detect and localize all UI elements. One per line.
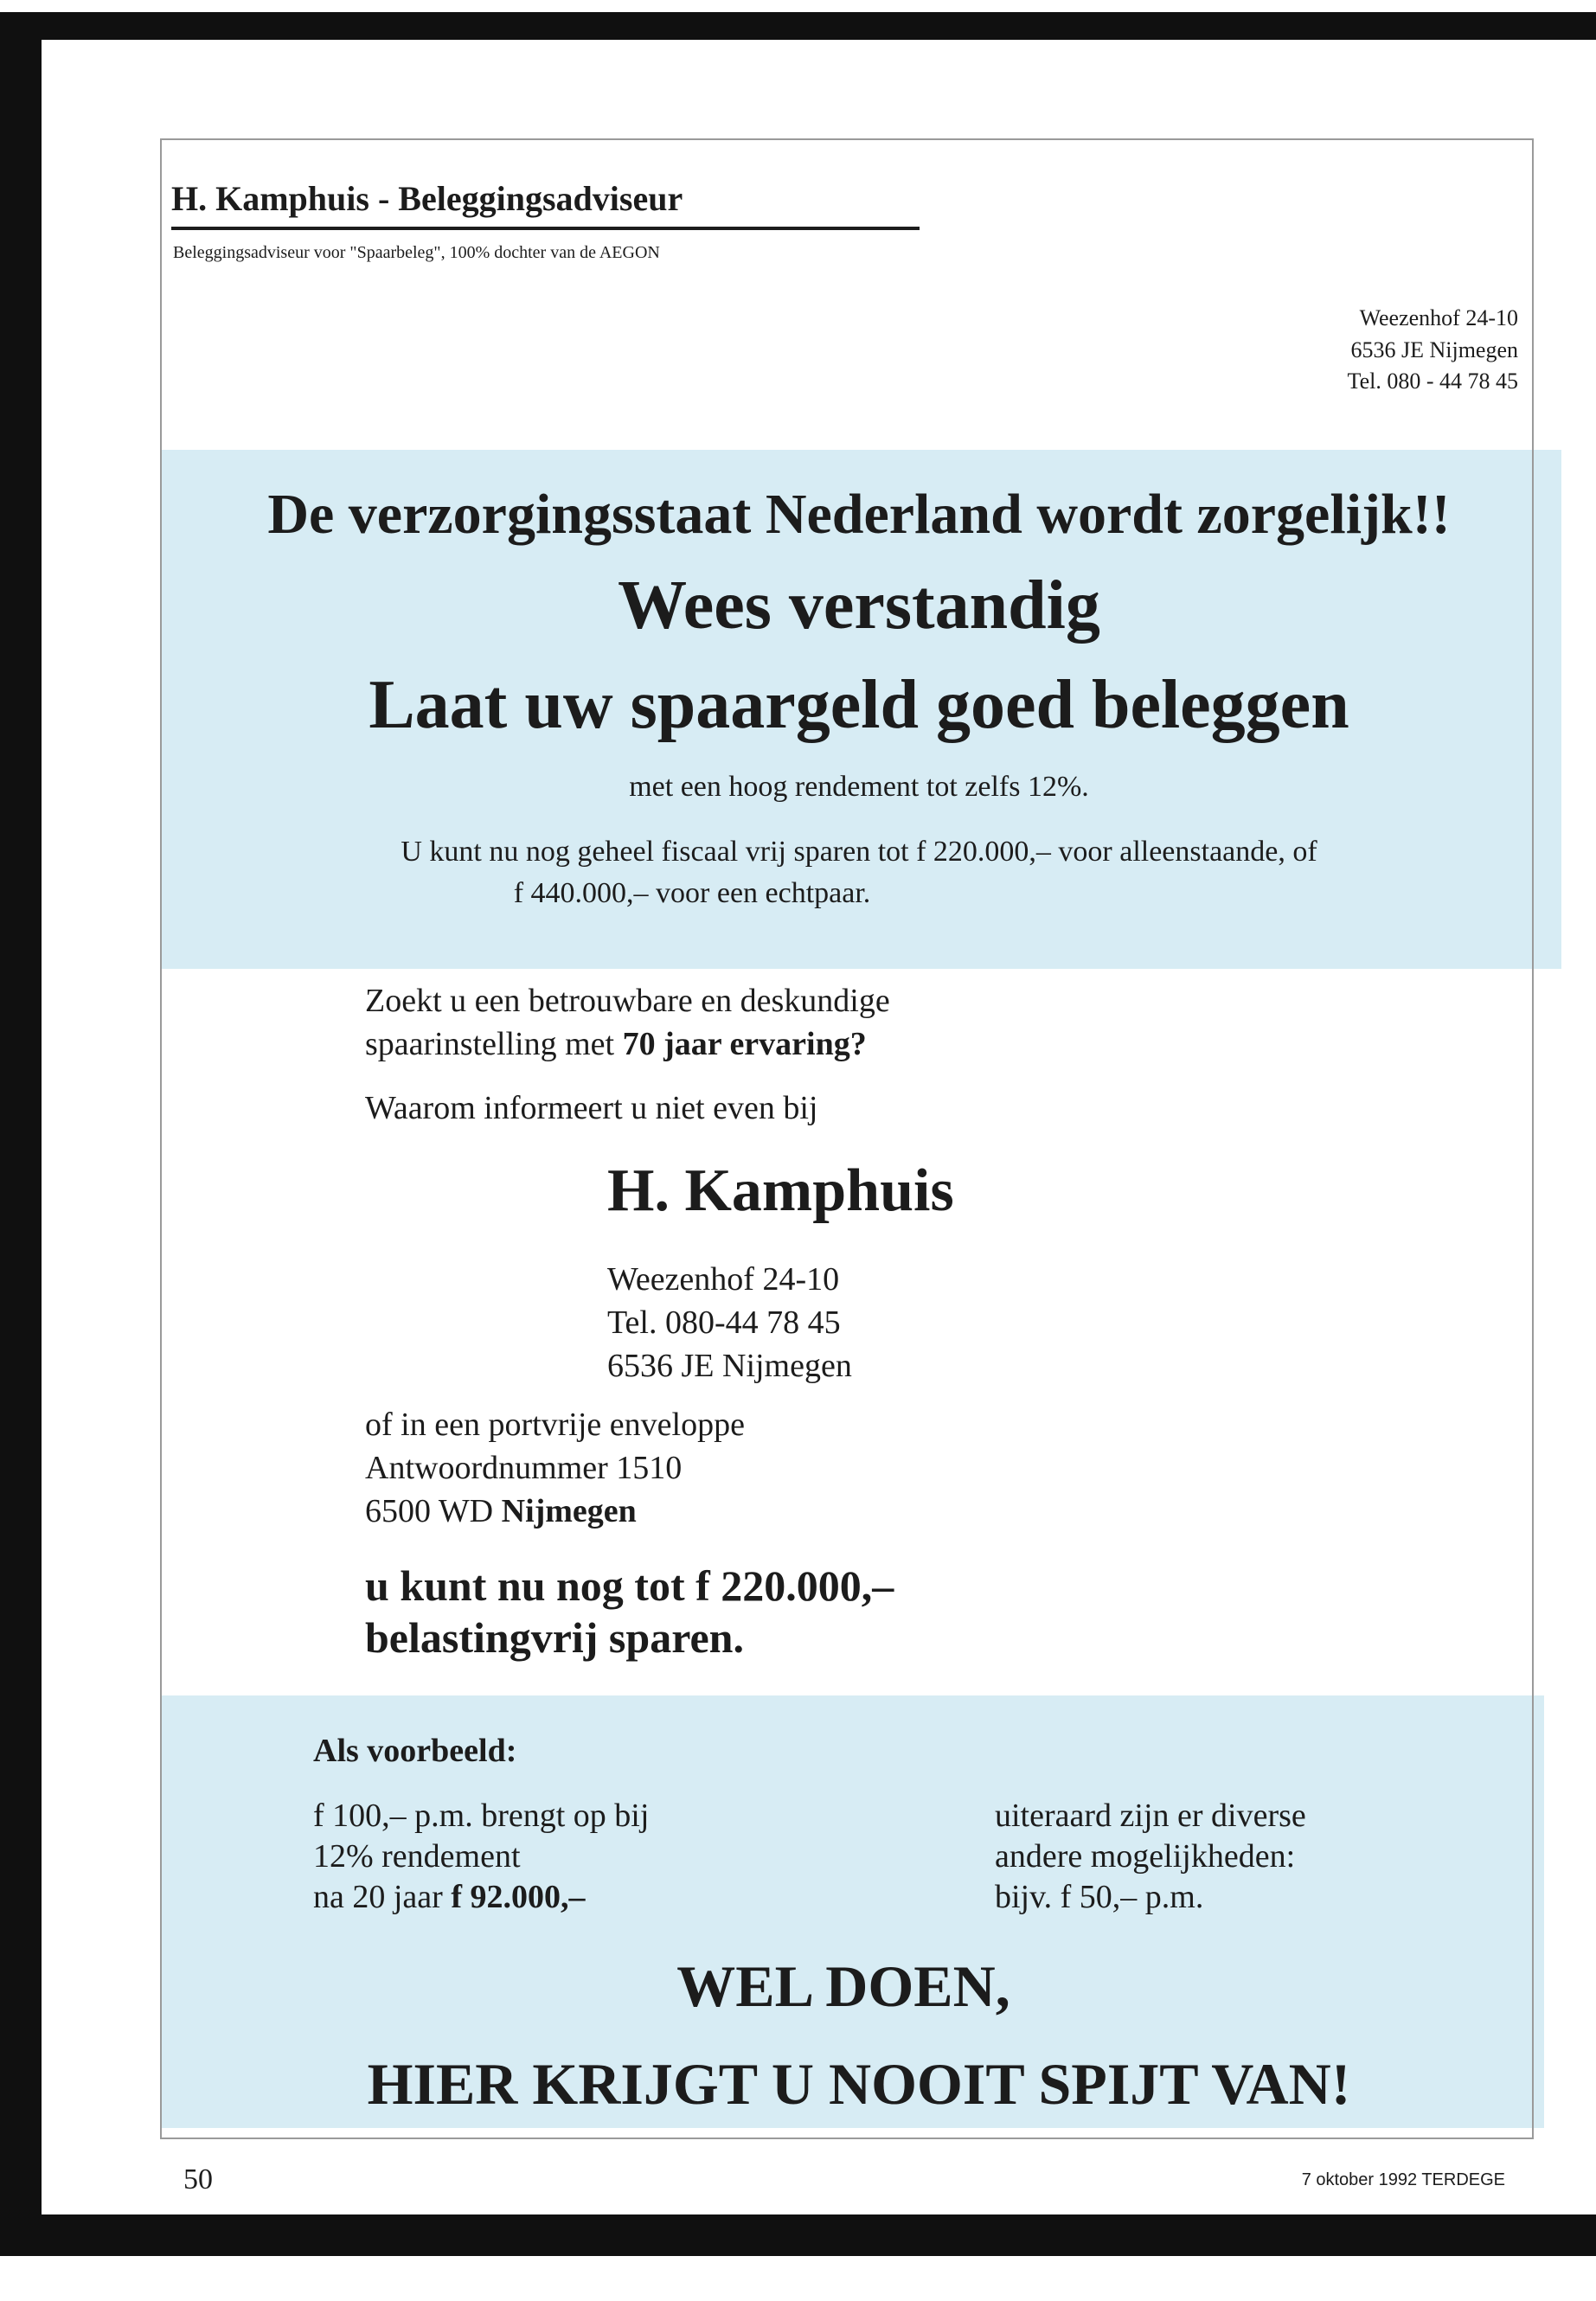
question-line-2-text: spaarinstelling met [365, 1026, 623, 1062]
headline-sub-1: met een hoog rendement tot zelfs 12%. [629, 771, 1089, 803]
body-address-street: Weezenhof 24-10 [607, 1261, 840, 1298]
title-rule [171, 227, 920, 230]
call-to-action-line-1: u kunt nu nog tot f 220.000,– [365, 1561, 894, 1610]
header-address-city: 6536 JE Nijmegen [1350, 337, 1518, 362]
example-right-line-2: andere mogelijkheden: [995, 1838, 1296, 1875]
postcode-text: 6500 WD [365, 1493, 502, 1529]
page-number: 50 [183, 2163, 213, 2195]
scan-edge-top [35, 12, 1596, 40]
experience-highlight: 70 jaar ervaring? [622, 1026, 867, 1062]
alternative-line-3 [365, 1495, 637, 1528]
question-line-1: Zoekt u een betrouwbare en deskundige [365, 983, 890, 1019]
headline-sub-2: U kunt nu nog geheel fiscaal vrij sparen tot f 220.000,– voor alleenstaande, of [401, 836, 1317, 868]
scan-edge-left [0, 12, 42, 2227]
question-line-2 [365, 1028, 867, 1061]
ask-line: Waarom informeert u niet even bij [365, 1090, 818, 1126]
alternative-line-2: Antwoordnummer 1510 [365, 1450, 683, 1486]
slogan-line-2: HIER KRIJGT U NOOIT SPIJT VAN! [367, 2051, 1351, 2117]
body-phone: Tel. 080-44 78 45 [607, 1304, 841, 1341]
headline-line-1: De verzorgingsstaat Nederland wordt zorgelijk!! [267, 483, 1451, 546]
headline-sub-3: f 440.000,– voor een echtpaar. [513, 877, 871, 909]
example-left-line-3 [313, 1881, 585, 1913]
example-left-line-1: f 100,– p.m. brengt op bij [313, 1798, 650, 1834]
city-highlight: Nijmegen [501, 1493, 637, 1529]
alternative-line-1: of in een portvrije enveloppe [365, 1407, 745, 1443]
example-heading: Als voorbeeld: [313, 1733, 517, 1769]
example-left-line-2: 12% rendement [313, 1838, 521, 1875]
advertiser-subtitle: Beleggingsadviseur voor "Spaarbeleg", 100% dochter van de AEGON [173, 243, 660, 262]
issue-line: 7 oktober 1992 TERDEGE [1301, 2170, 1505, 2189]
example-right-line-1: uiteraard zijn er diverse [995, 1798, 1306, 1834]
example-duration: na 20 jaar [313, 1879, 452, 1915]
headline-line-3: Laat uw spaargeld goed beleggen [369, 667, 1349, 743]
header-address-street: Weezenhof 24-10 [1359, 305, 1518, 330]
advertiser-title: H. Kamphuis - Beleggingsadviseur [171, 179, 683, 218]
body-address-city: 6536 JE Nijmegen [607, 1348, 852, 1384]
slogan-line-1: WEL DOEN, [676, 1953, 1010, 2019]
headline-line-2: Wees verstandig [618, 567, 1100, 644]
header-phone: Tel. 080 - 44 78 45 [1347, 369, 1518, 394]
call-to-action-line-2: belastingvrij sparen. [365, 1613, 744, 1662]
example-result: f 92.000,– [451, 1879, 586, 1915]
scan-edge-bottom [0, 2214, 1596, 2256]
advertiser-name: H. Kamphuis [607, 1157, 954, 1224]
example-right-line-3: bijv. f 50,– p.m. [995, 1879, 1204, 1915]
